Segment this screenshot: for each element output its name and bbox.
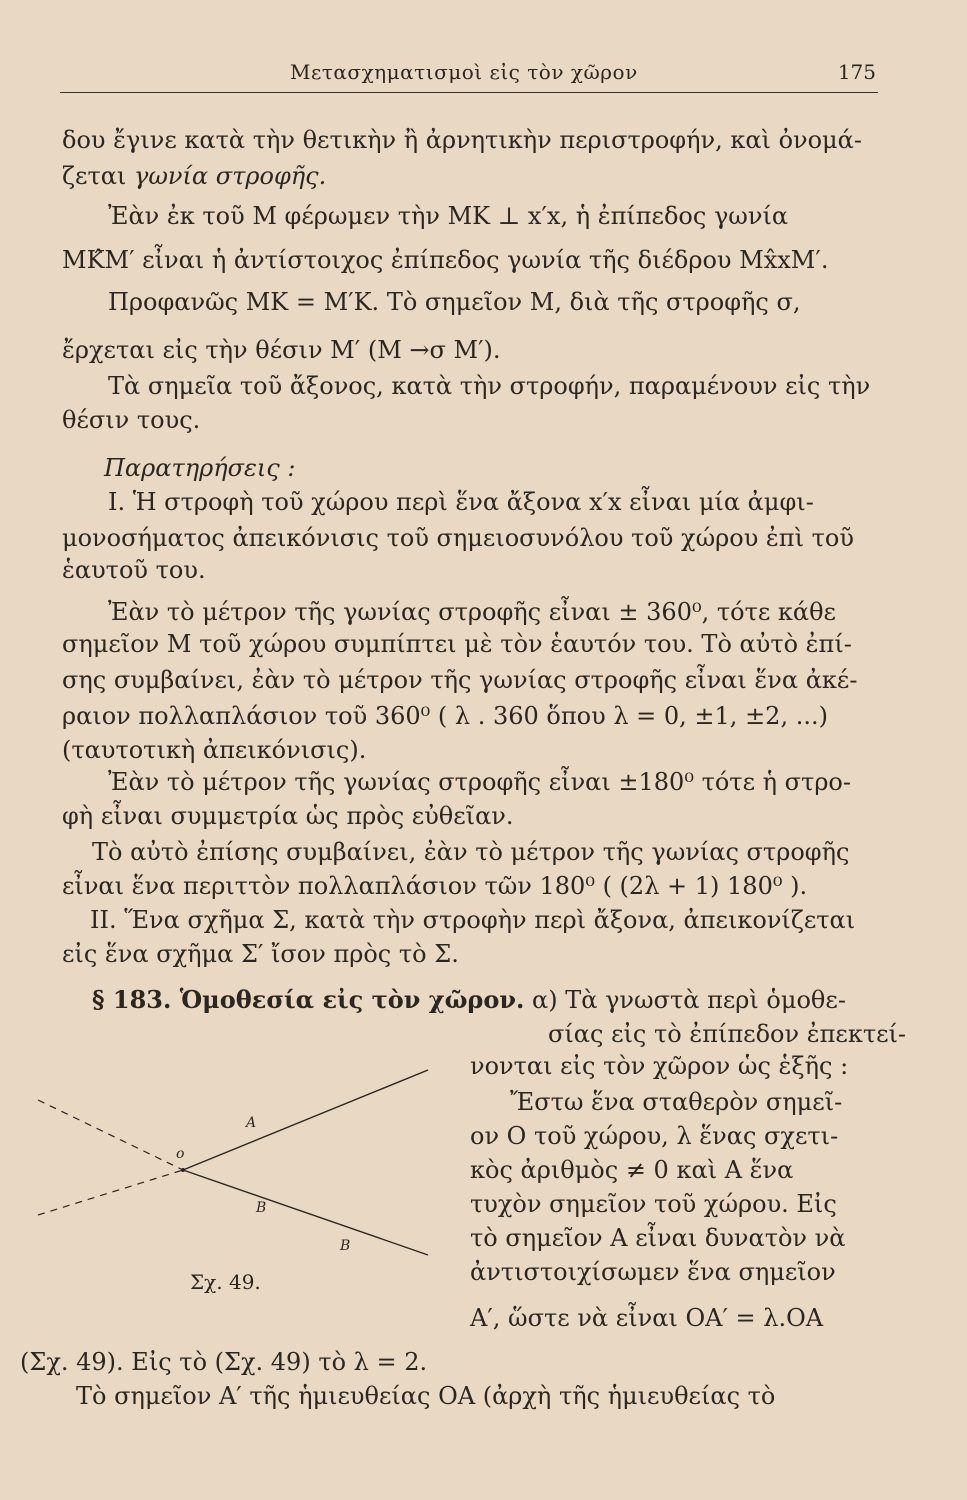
text-line: ον Ο τοῦ χώρου, λ ἕνας σχετι-: [470, 1122, 839, 1150]
label-o: o: [176, 1146, 185, 1162]
text-line: ΜΚ̂Μ′ εἶναι ἡ ἀντίστοιχος ἐπίπεδος γωνία τῆς διέδρου Μx̂xΜ′.: [62, 246, 829, 274]
text-line: ἀντιστοιχίσωμεν ἕνα σημεῖον: [470, 1258, 836, 1286]
text-line: δου ἔγινε κατὰ τὴν θετικὴν ἢ ἀρνητικὴν περιστροφήν, καὶ ὀνομά-: [62, 126, 862, 154]
figure-caption: Σχ. 49.: [190, 1270, 261, 1294]
text-line: Προφανῶς ΜΚ = Μ′Κ. Τὸ σημεῖον Μ, διὰ τῆς στροφῆς σ,: [108, 288, 801, 316]
text-line: Τὸ αὐτὸ ἐπίσης συμβαίνει, ἐὰν τὸ μέτρον τῆς γωνίας στροφῆς: [92, 838, 850, 866]
section-title: Ὁμοθεσία εἰς τὸν χῶρον.: [179, 985, 525, 1014]
text-line: [62, 160, 326, 192]
figure-49-diagram: [28, 1055, 448, 1285]
term-rotation-angle: γωνία στροφῆς.: [133, 162, 327, 190]
text-line: σημεῖον Μ τοῦ χώρου συμπίπτει μὲ τὸν ἑαυτόν του. Τὸ αὐτὸ ἐπί-: [62, 630, 852, 658]
text-line: κὸς ἀριθμὸς ≠ 0 καὶ Α ἕνα: [470, 1156, 794, 1184]
text-line: ραιον πολλαπλάσιον τοῦ 360⁰ ( λ . 360 ὅπου λ = 0, ±1, ±2, ...): [62, 702, 828, 730]
text-line: Ἔστω ἕνα σταθερὸν σημεῖ-: [510, 1088, 843, 1116]
ray-oa: [183, 1070, 428, 1170]
text-line: νονται εἰς τὸν χῶρον ὡς ἑξῆς :: [470, 1052, 849, 1080]
label-b: B: [256, 1200, 267, 1216]
label-b-prime: B: [340, 1238, 351, 1254]
text-line: Τὸ σημεῖον Α′ τῆς ἡμιευθείας ΟΑ (ἀρχὴ τῆς ἡμιευθείας τὸ: [76, 1382, 776, 1410]
remarks-heading: Παρατηρήσεις :: [104, 454, 296, 482]
text-line: θέσιν τους.: [62, 406, 201, 434]
text-line: μονοσήματος ἀπεικόνισις τοῦ σημειοσυνόλου τοῦ χώρου ἐπὶ τοῦ: [62, 524, 854, 552]
text-line: (Σχ. 49). Εἰς τὸ (Σχ. 49) τὸ λ = 2.: [20, 1348, 428, 1376]
text-line: Ἐὰν ἐκ τοῦ Μ φέρωμεν τὴν ΜΚ ⊥ x′x, ἡ ἐπίπεδος γωνία: [108, 202, 789, 230]
text-line: ἔρχεται εἰς τὴν θέσιν Μ′ (Μ →σ Μ′).: [62, 336, 501, 364]
section-183-heading: [92, 984, 846, 1016]
text-line: Ι. Ἡ στροφὴ τοῦ χώρου περὶ ἕνα ἄξονα x′x εἶναι μία ἀμφι-: [108, 488, 814, 516]
text-line: τυχὸν σημεῖον τοῦ χώρου. Εἰς: [470, 1190, 837, 1218]
section-number: § 183.: [92, 985, 180, 1014]
text-line: τὸ σημεῖον Α εἶναι δυνατὸν νὰ: [470, 1224, 846, 1252]
text-line: ΙΙ. Ἕνα σχῆμα Σ, κατὰ τὴν στροφὴν περὶ ἄξονα, ἀπεικονίζεται: [90, 906, 856, 934]
text-line: (ταυτοτικὴ ἀπεικόνισις).: [62, 736, 367, 764]
text-span: ζεται: [62, 162, 134, 190]
page-number: 175: [837, 60, 876, 84]
text-line: Ἐὰν τὸ μέτρον τῆς γωνίας στροφῆς εἶναι ±180⁰ τότε ἡ στρο-: [108, 768, 851, 796]
page-header: [60, 58, 878, 93]
text-line: σίας εἰς τὸ ἐπίπεδον ἐπεκτεί-: [548, 1020, 907, 1048]
ray-ob: [183, 1170, 428, 1255]
text-line: εἶναι ἕνα περιττὸν πολλαπλάσιον τῶν 180⁰ ( (2λ + 1) 180⁰ ).: [62, 872, 808, 900]
text-line: φὴ εἶναι συμμετρία ὡς πρὸς εὐθεῖαν.: [62, 802, 514, 830]
text-line: Ἐὰν τὸ μέτρον τῆς γωνίας στροφῆς εἶναι ± 360⁰, τότε κάθε: [108, 598, 836, 626]
dashed-line-upper: [38, 1100, 183, 1170]
text-line: Τὰ σημεῖα τοῦ ἄξονος, κατὰ τὴν στροφήν, παραμένουν εἰς τὴν: [108, 372, 871, 400]
label-a: A: [246, 1115, 257, 1131]
text-line: ἑαυτοῦ του.: [62, 556, 206, 584]
dashed-line-lower: [38, 1170, 183, 1215]
running-title: Μετασχηματισμοὶ εἰς τὸν χῶρον: [290, 60, 638, 84]
point-o: [181, 1168, 185, 1172]
text-line: Α′, ὥστε νὰ εἶναι ΟΑ′ = λ.ΟΑ: [470, 1304, 824, 1332]
text-line: εἰς ἕνα σχῆμα Σ′ ἴσον πρὸς τὸ Σ.: [62, 940, 459, 968]
text-line: σης συμβαίνει, ἐὰν τὸ μέτρον τῆς γωνίας στροφῆς εἶναι ἕνα ἀκέ-: [62, 666, 858, 694]
text-span: α) Τὰ γνωστὰ περὶ ὁμοθε-: [524, 986, 846, 1014]
